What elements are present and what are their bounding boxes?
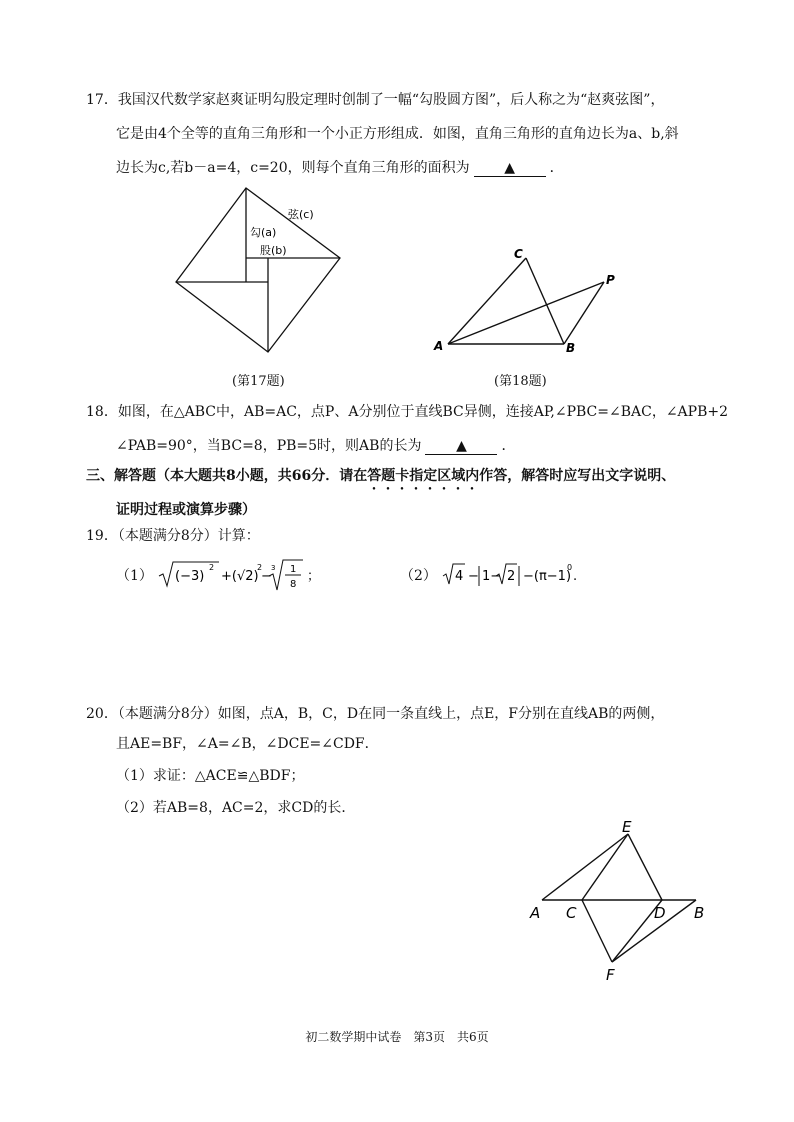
q19-expression-2 — [441, 556, 591, 596]
q18-answer-blank[interactable]: ▲ — [425, 438, 497, 455]
q18-triangle-figure — [430, 244, 620, 360]
section3-heading-line2: 证明过程或演算步骤） — [116, 502, 256, 518]
svg-text:4: 4 — [455, 569, 464, 584]
q20-part2: （2）若AB=8，AC=2，求CD的长． — [116, 800, 356, 816]
q19-part2: （2） 4 − 1− 2 −(π−1) 0 . — [400, 556, 591, 596]
q20-label-e: E — [622, 818, 632, 836]
svg-text:1−: 1− — [482, 569, 502, 584]
svg-text:2: 2 — [209, 563, 215, 572]
q18-label-b: B — [566, 341, 576, 355]
q18-label-p: P — [606, 273, 615, 287]
q19-intro: 19．（本题满分8分）计算： — [86, 528, 260, 544]
svg-text:2: 2 — [507, 569, 516, 584]
svg-text:1: 1 — [290, 564, 297, 575]
q17-label-a: 勾(a) — [250, 226, 277, 239]
q19-part1: （1） (−3) 2 +(√2) 2 − 3 1 8 ； — [116, 556, 327, 596]
svg-text:−(π−1): −(π−1) — [523, 569, 572, 584]
svg-text:8: 8 — [290, 579, 297, 590]
q17-line1: 17．我国汉代数学家赵爽证明勾股定理时创制了一幅“勾股圆方图”，后人称之为“赵爽弦图”， — [86, 92, 665, 108]
q20-label-d: D — [654, 904, 666, 922]
q18-label-a: A — [434, 339, 444, 353]
svg-text:.: . — [573, 569, 578, 584]
svg-text:2: 2 — [257, 563, 263, 572]
q20-line1: 20．（本题满分8分）如图，点A，B，C，D在同一条直线上，点E，F分别在直线AB的两侧， — [86, 706, 665, 722]
q17-zhao-shuang-figure — [170, 184, 350, 360]
q20-label-c: C — [566, 904, 577, 922]
q17-line2: 它是由4个全等的直角三角形和一个小正方形组成．如图，直角三角形的直角边长为a、b,斜 — [116, 126, 679, 142]
q17-caption: (第17题) — [232, 374, 285, 389]
q18-caption: (第18题) — [494, 374, 547, 389]
svg-text:；: ； — [307, 569, 321, 584]
q20-label-b: B — [694, 904, 705, 922]
svg-text:−: − — [468, 569, 480, 584]
svg-text:0: 0 — [567, 563, 573, 572]
q18-line2: ∠PAB=90°，当BC=8，PB=5时，则AB的长为 ▲ ． — [116, 438, 516, 454]
q20-line2: 且AE=BF，∠A=∠B，∠DCE=∠CDF． — [116, 736, 379, 752]
q20-label-f: F — [606, 966, 615, 984]
q17-label-c: 弦(c) — [288, 208, 314, 221]
section3-heading: 三、解答题（本大题共8小题，共66分．请在答题卡指定区域内作答，解答时应写出文字说明、 — [86, 468, 676, 484]
q20-label-a: A — [530, 904, 541, 922]
q20-figure — [526, 814, 716, 986]
svg-text:(−3): (−3) — [175, 569, 205, 584]
svg-text:+(√2): +(√2) — [221, 569, 259, 584]
q18-line1: 18．如图，在△ABC中，AB=AC，点P、A分别位于直线BC异侧，连接AP,∠PBC=∠BAC，∠APB+2 — [86, 404, 729, 420]
svg-text:3: 3 — [271, 564, 276, 572]
q18-label-c: C — [514, 247, 523, 261]
q17-label-b: 股(b) — [260, 244, 287, 257]
page-footer: 初二数学期中试卷 第3页 共6页 — [305, 1030, 489, 1044]
svg-text:−: − — [261, 569, 273, 584]
q17-line3: 边长为c,若b－a=4，c=20，则每个直角三角形的面积为 ▲ ． — [116, 160, 564, 176]
q17-answer-blank[interactable]: ▲ — [474, 160, 546, 177]
q19-expression-1 — [157, 556, 327, 596]
q20-part1: （1）求证：△ACE≌△BDF； — [116, 768, 305, 784]
